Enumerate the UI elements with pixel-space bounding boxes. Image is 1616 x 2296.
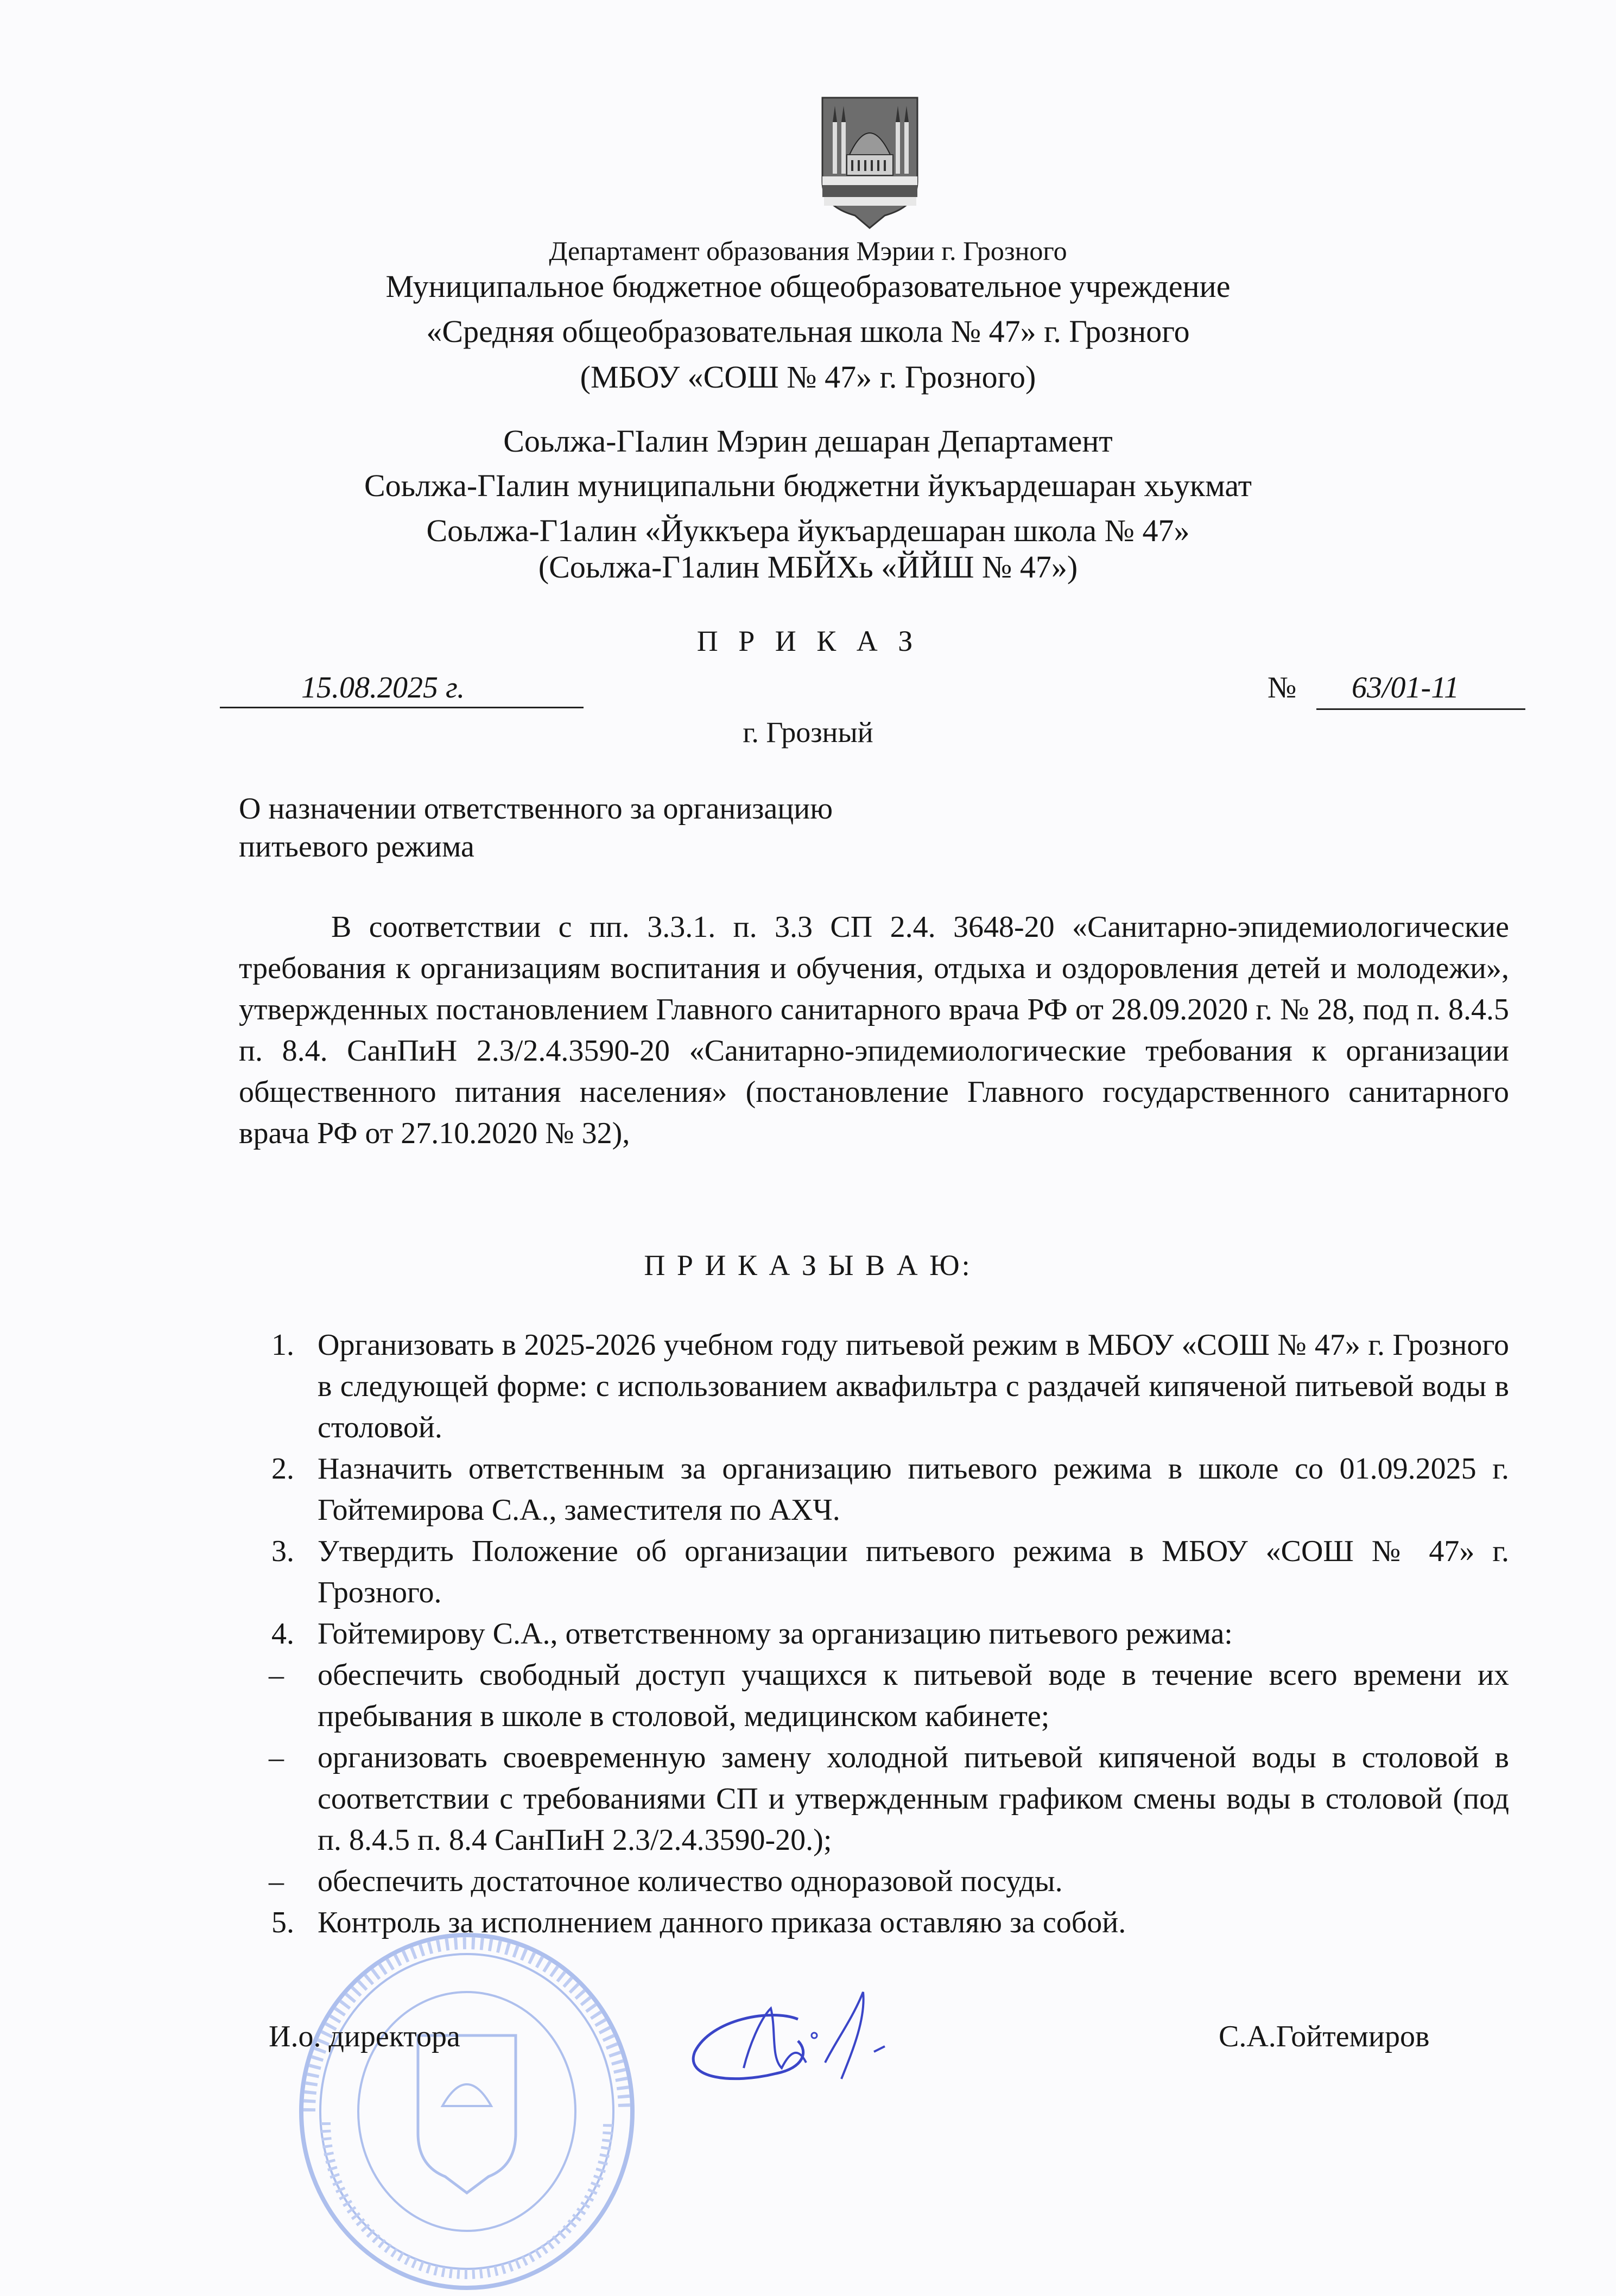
- order-subitem-2: [239, 1737, 1509, 1861]
- order-number: 63/01-11: [1352, 671, 1460, 705]
- official-stamp: [293, 1927, 641, 2296]
- chechen-org-line-2: Соьлжа-Г1алин «Йуккъера йукъардешаран школа № 47»: [426, 513, 1190, 548]
- chechen-department-name: Соьлжа-ГІалин Мэрин дешаран Департамент: [503, 423, 1113, 459]
- dash-marker: –: [269, 1864, 284, 1898]
- item-text: Контроль за исполнением данного приказа оставляю за собой.: [318, 1906, 1126, 1939]
- item-text: Утвердить Положение об организации питьевого режима в МБОУ «СОШ № 47» г. Грозного.: [318, 1534, 1509, 1609]
- department-name: Департамент образования Мэрии г. Грозного: [549, 236, 1067, 266]
- signatory-position: И.о. директора: [269, 2020, 460, 2053]
- handwritten-signature: [689, 1987, 917, 2106]
- order-number-label: №: [1268, 671, 1297, 705]
- item-text: Организовать в 2025-2026 учебном году питьевой режим в МБОУ «СОШ № 47» г. Грозного в следующей форме: с использованием аквафильтра с раздачей кипяченой питьевой воды в столовой.: [318, 1328, 1509, 1444]
- chechen-org-line-1: Соьлжа-ГІалин муниципальни бюджетни йукъардешаран хьукмат: [364, 468, 1252, 503]
- org-full-name-line-2: «Средняя общеобразовательная школа № 47» г. Грозного: [426, 314, 1190, 349]
- item-text: обеспечить свободный доступ учащихся к питьевой воде в течение всего времени их пребывания в школе в столовой, медицинском кабинете;: [318, 1658, 1509, 1733]
- order-item-4: [239, 1613, 1509, 1654]
- order-subject-line-2: питьевого режима: [239, 830, 474, 864]
- item-text: организовать своевременную замену холодной питьевой кипяченой воды в столовой в соответствии с требованиями СП и утвержденным графиком смены воды в столовой (под п. 8.4.5 п. 8.4 СанПиН 2.3/2.4.3590-20.);: [318, 1741, 1509, 1857]
- dash-marker: –: [269, 1741, 284, 1774]
- item-marker: 5.: [271, 1906, 294, 1939]
- item-text: обеспечить достаточное количество одноразовой посуды.: [318, 1864, 1063, 1898]
- coat-of-arms-logo: [820, 95, 920, 231]
- city: г. Грозный: [743, 716, 873, 749]
- order-item-3: [239, 1531, 1509, 1613]
- order-command: П Р И К А З Ы В А Ю:: [644, 1249, 972, 1282]
- order-item-2: [239, 1448, 1509, 1531]
- number-underline: [1316, 708, 1525, 710]
- order-items: [239, 1324, 1509, 1943]
- item-marker: 3.: [271, 1534, 294, 1568]
- signatory-name: С.А.Гойтемиров: [1219, 2020, 1430, 2053]
- item-text: Назначить ответственным за организацию питьевого режима в школе со 01.09.2025 г. Гойтемирова С.А., заместителя по АХЧ.: [318, 1452, 1509, 1527]
- preamble-paragraph: В соответствии с пп. 3.3.1. п. 3.3 СП 2.4. 3648-20 «Санитарно-эпидемиологические требования к организациям воспитания и обучения, отдыха и оздоровления детей и молодежи», утвержденных постановлением Главного санитарного врача РФ от 28.09.2020 г. № 28, под п. 8.4.5 п. 8.4. СанПиН 2.3/2.4.3590-20 «Санитарно-эпидемиологические требования к организации общественного питания населения» (постановление Главного государственного санитарного врача РФ от 27.10.2020 № 32),: [239, 910, 1509, 1150]
- item-marker: 2.: [271, 1452, 294, 1486]
- item-marker: 4.: [271, 1617, 294, 1651]
- order-subject-line-1: О назначении ответственного за организацию: [239, 792, 833, 826]
- document-title: П Р И К А З: [696, 625, 920, 657]
- item-marker: 1.: [271, 1328, 294, 1362]
- order-subitem-3: [239, 1861, 1509, 1902]
- order-subject: [239, 790, 1509, 866]
- chechen-org-short: (Соьлжа-Г1алин МБЙХь «ЙЙШ № 47»): [538, 549, 1078, 585]
- order-subitem-1: [239, 1654, 1509, 1737]
- org-full-name-line-1: Муниципальное бюджетное общеобразовательное учреждение: [385, 269, 1231, 304]
- org-short-name: (МБОУ «СОШ № 47» г. Грозного): [580, 359, 1036, 395]
- item-text: Гойтемирову С.А., ответственному за организацию питьевого режима:: [318, 1617, 1233, 1651]
- date-underline: [220, 707, 584, 708]
- order-date: 15.08.2025 г.: [301, 671, 465, 705]
- dash-marker: –: [269, 1658, 284, 1692]
- order-item-1: [239, 1324, 1509, 1448]
